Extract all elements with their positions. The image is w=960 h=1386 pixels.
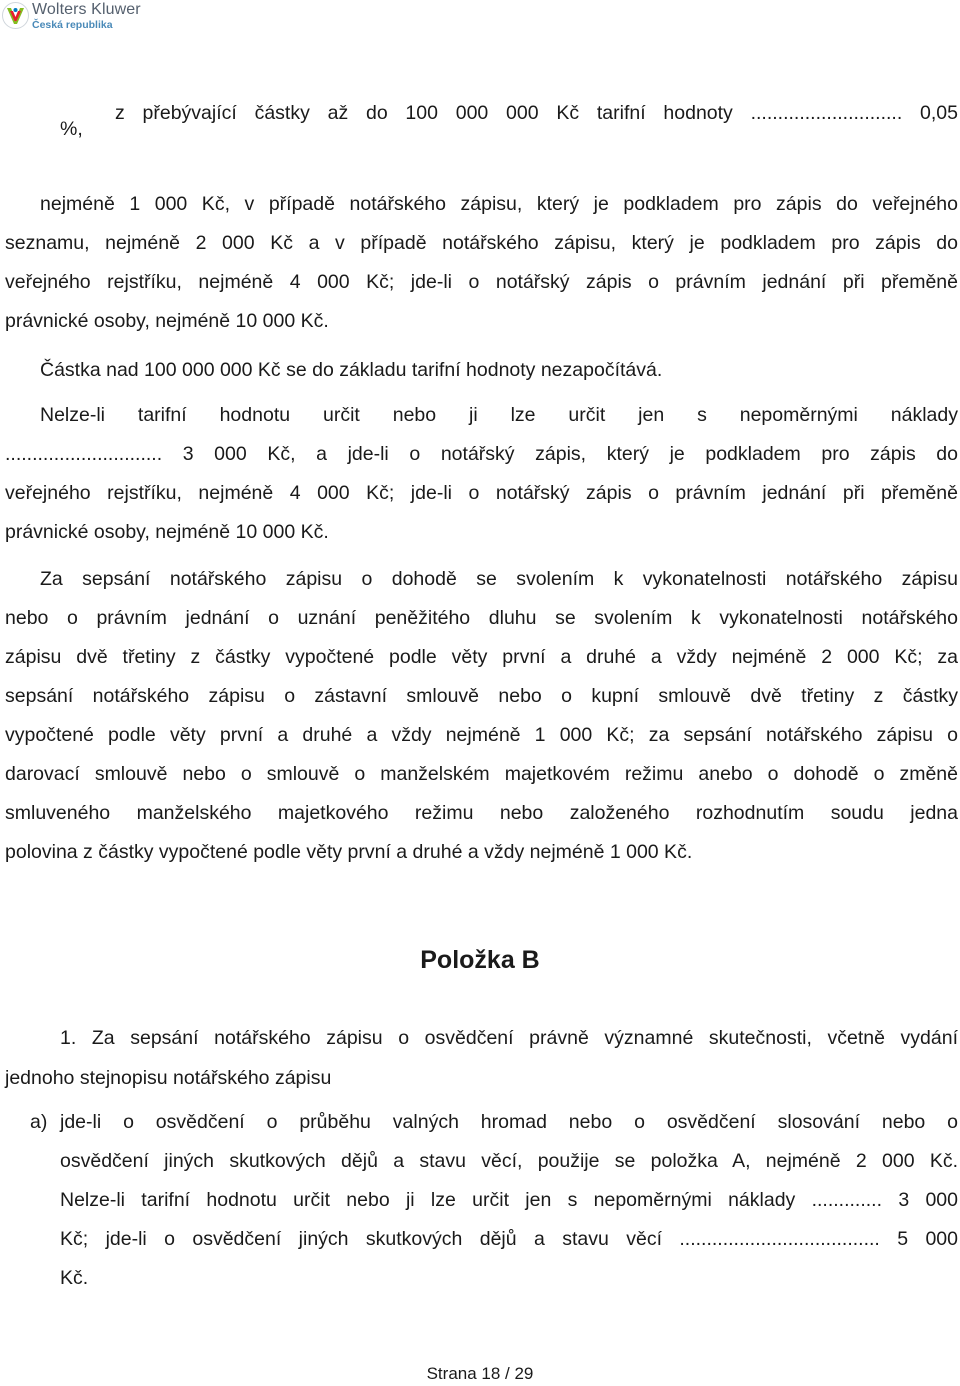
section-heading: Položka B bbox=[420, 946, 540, 974]
text-line: Kč. bbox=[60, 1267, 89, 1289]
text-line: ............................. 3 000 Kč, a jde-li o notářský zápis, který je podkladem pro zápis do bbox=[5, 443, 958, 465]
text-line: sepsání notářského zápisu o zástavní smlouvě nebo o kupní smlouvě dvě třetiny z částky bbox=[5, 685, 958, 707]
text-line: %, bbox=[60, 118, 83, 140]
text-line: smluveného manželského majetkového režimu nebo založeného rozhodnutím soudu jedna bbox=[5, 802, 958, 824]
text-line: nejméně 1 000 Kč, v případě notářského zápisu, který je podkladem pro zápis do veřejného bbox=[40, 193, 958, 215]
text-line: zápisu dvě třetiny z částky vypočtené podle věty první a druhé a vždy nejméně 2 000 Kč; za bbox=[5, 646, 958, 668]
text-line: vypočtené podle věty první a druhé a vždy nejméně 1 000 Kč; za sepsání notářského zápisu o bbox=[5, 724, 958, 746]
list-item-label: a) bbox=[30, 1111, 48, 1133]
brand-subtitle: Česká republika bbox=[32, 19, 113, 31]
text-line: veřejného rejstříku, nejméně 4 000 Kč; jde-li o notářský zápis o právním jednání při přeměně bbox=[5, 482, 958, 504]
text-line: jednoho stejnopisu notářského zápisu bbox=[5, 1067, 332, 1089]
text-line: právnické osoby, nejméně 10 000 Kč. bbox=[5, 521, 329, 543]
text-line: Nelze-li tarifní hodnotu určit nebo ji lze určit jen s nepoměrnými náklady ............. 3 000 bbox=[60, 1189, 958, 1211]
text-line: Kč; jde-li o osvědčení jiných skutkových dějů a stavu věcí ..................................... 5 000 bbox=[60, 1228, 958, 1250]
text-line: Za sepsání notářského zápisu o dohodě se svolením k vykonatelnosti notářského zápisu bbox=[40, 568, 958, 590]
brand-name: Wolters Kluwer bbox=[32, 1, 141, 18]
text-line: z přebývající částky až do 100 000 000 Kč tarifní hodnoty ............................ 0,05 bbox=[115, 102, 958, 124]
text-line: Částka nad 100 000 000 Kč se do základu tarifní hodnoty nezapočítává. bbox=[40, 359, 663, 381]
text-line: právnické osoby, nejméně 10 000 Kč. bbox=[5, 310, 329, 332]
wolters-kluwer-logo-icon bbox=[2, 2, 29, 29]
text-line: veřejného rejstříku, nejméně 4 000 Kč; jde-li o notářský zápis o právním jednání při přeměně bbox=[5, 271, 958, 293]
text-line: jde-li o osvědčení o průběhu valných hromad nebo o osvědčení slosování nebo o bbox=[60, 1111, 958, 1133]
text-line: osvědčení jiných skutkových dějů a stavu věcí, použije se položka A, nejméně 2 000 Kč. bbox=[60, 1150, 958, 1172]
text-line: 1. Za sepsání notářského zápisu o osvědčení právně významné skutečnosti, včetně vydání bbox=[60, 1027, 958, 1049]
text-line: seznamu, nejméně 2 000 Kč a v případě notářského zápisu, který je podkladem pro zápis do bbox=[5, 232, 958, 254]
text-line: polovina z částky vypočtené podle věty první a druhé a vždy nejméně 1 000 Kč. bbox=[5, 841, 693, 863]
text-line: darovací smlouvě nebo o smlouvě o manželském majetkovém režimu anebo o dohodě o změně bbox=[5, 763, 958, 785]
text-line: Nelze-li tarifní hodnotu určit nebo ji lze určit jen s nepoměrnými náklady bbox=[40, 404, 958, 426]
page-number: Strana 18 / 29 bbox=[426, 1364, 534, 1383]
publisher-logo bbox=[2, 2, 141, 31]
text-line: nebo o právním jednání o uznání peněžitého dluhu se svolením k vykonatelnosti notářského bbox=[5, 607, 958, 629]
